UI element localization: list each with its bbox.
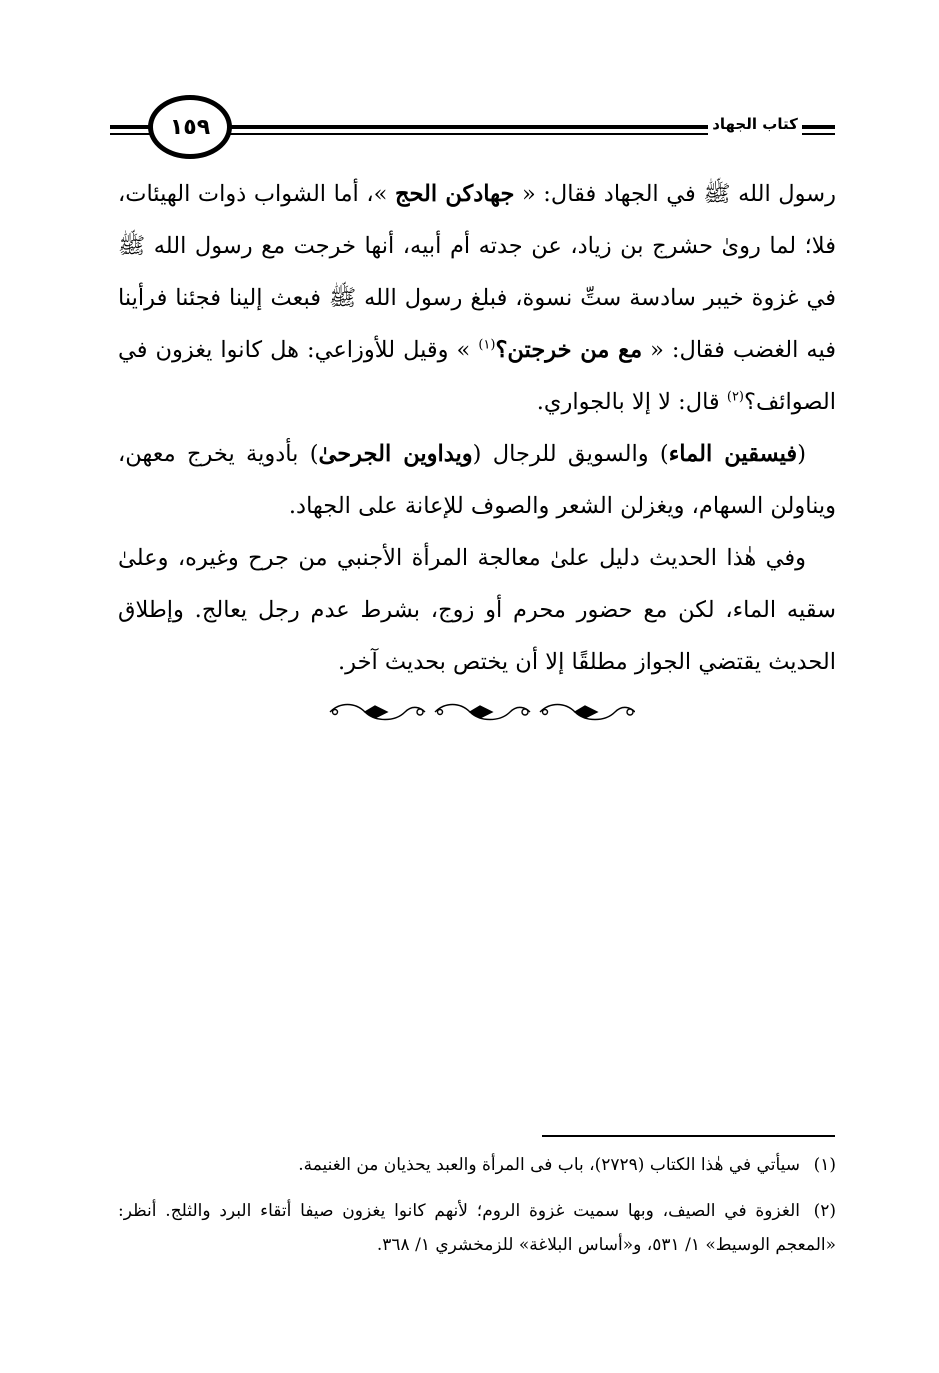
footnote-text: الغزوة في الصيف، وبها سميت غزوة الروم؛ لأنهم كانوا يغزون صيفا أتقاء البرد والثلج. أنظر: «المعجم الوسيط» ١/ ٥٣١، و«أساس البلاغة» للزمخشري ١/ ٣٦٨. xyxy=(118,1201,836,1255)
text-run: رسول الله ﷺ في الجهاد فقال: « xyxy=(514,181,836,207)
quoted-hadith: جهادكن الحج xyxy=(394,181,515,207)
page-header xyxy=(110,95,835,175)
paragraph-3: وفي هٰذا الحديث دليل علىٰ معالجة المرأة الأجنبي من جرح وغيره، وعلىٰ سقيه الماء، لكن مع حضور محرم أو زوج، بشرط عدم رجل يعالج. وإطلاق الحديث يقتضي الجواز مطلقًا إلا أن يختص بحديث آخر. xyxy=(118,545,836,675)
paragraph-2 xyxy=(118,428,836,532)
footnote-ref: (٢) xyxy=(726,389,744,405)
footnote-2 xyxy=(118,1194,836,1262)
text-run: ) بأدوية يخرج معهن، ويناولن السهام، ويغزلن الشعر والصوف للإعانة على الجهاد. xyxy=(118,441,836,519)
footnote-separator xyxy=(542,1135,835,1137)
footnote-1 xyxy=(118,1148,836,1182)
page-number-badge xyxy=(148,95,232,159)
text-run: » وقيل للأوزاعي: هل كانوا يغزون في الصوائف؟ xyxy=(118,337,836,415)
text-run: قال: لا إلا بالجواري. xyxy=(536,389,727,415)
text-run: ( xyxy=(797,441,806,467)
quoted-hadith: مع من خرجتن؟ xyxy=(495,337,643,363)
footnote-number: (١) xyxy=(813,1155,836,1175)
chapter-title: كتاب الجهاد xyxy=(712,115,798,133)
footnote-ref: (١) xyxy=(478,337,496,353)
header-rule xyxy=(802,125,835,129)
text-run: ) والسويق للرجال ( xyxy=(472,441,669,467)
header-rule xyxy=(802,133,835,135)
quoted-hadith: فيسقين الماء xyxy=(668,441,798,467)
footnotes xyxy=(118,1148,836,1274)
footnote-number: (٢) xyxy=(813,1201,836,1221)
page-number: ١٥٩ xyxy=(169,114,211,140)
paragraph-1 xyxy=(118,168,836,428)
header-rule xyxy=(228,125,708,129)
footnote-text: سيأتي في هٰذا الكتاب (٢٧٢٩)، باب فى المرأة والعبد يحذيان من الغنيمة. xyxy=(298,1155,800,1175)
section-divider-ornament xyxy=(325,700,635,724)
main-text xyxy=(118,168,836,688)
quoted-hadith: ويداوين الجرحىٰ xyxy=(318,441,473,467)
text-run: »، أما الشواب ذوات الهيئات، فلا؛ لما روىٰ حشرج بن زياد، عن جدته أم أبيه، أنها خرجت مع رسول الله ﷺ في غزوة خيبر سادسة ستِّ نسوة، فبلغ رسول الله ﷺ فبعث إلينا فجئنا فرأينا فيه الغضب فقال: « xyxy=(118,181,836,363)
header-rule xyxy=(228,133,708,135)
